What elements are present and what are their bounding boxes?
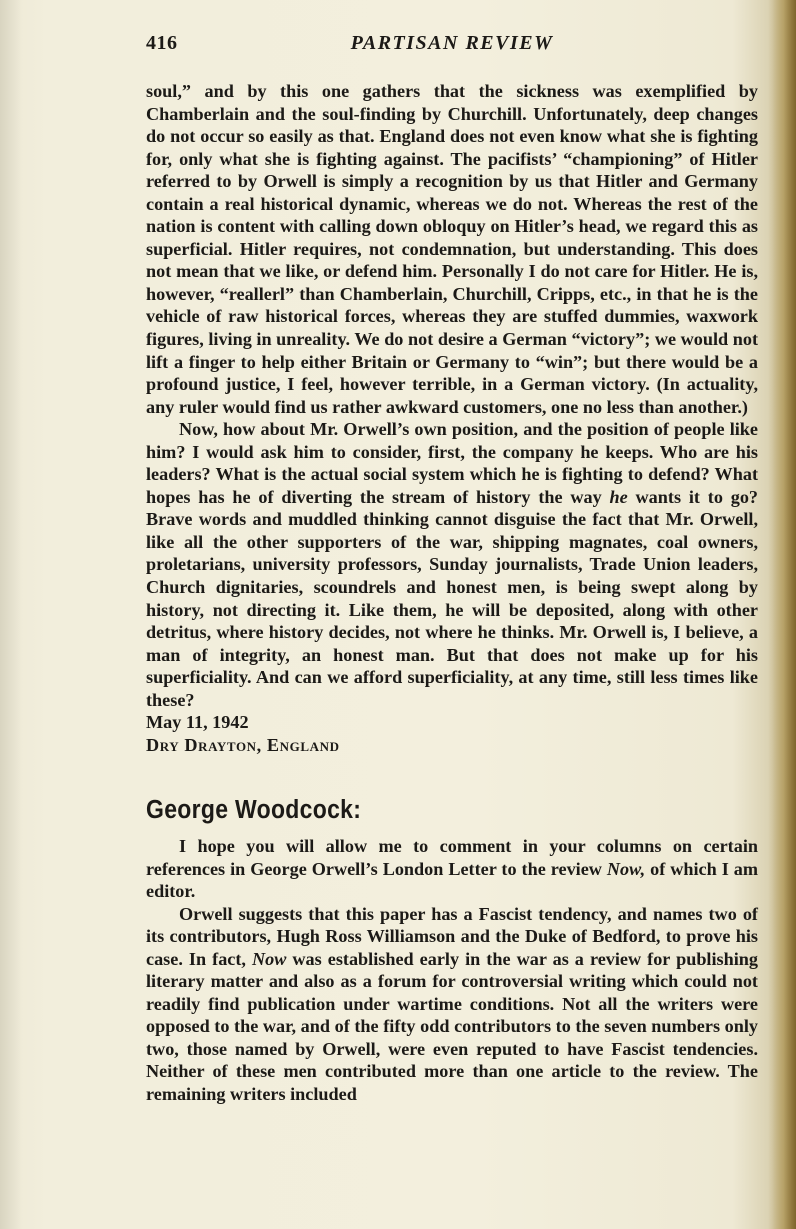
- page-number: 416: [146, 32, 178, 54]
- running-title: PARTISAN REVIEW: [350, 32, 554, 54]
- letter-two-paragraph-2-end: was established early in the war as a review for publishing literary matter and also as a forum for controversial writing which could not readily find publication under wartime conditions. Not all the writers were opposed to the war, and of the fifty odd contributors to the seven numbers only two, those named by Orwell, were even reputed to have Fascist tendencies. Neither of these men contributed more than one article to the review. The remaining writers included: [146, 948, 758, 1104]
- section-heading: George Woodcock:: [146, 794, 362, 824]
- letter-two-paragraph-2-text: Orwell suggests that this paper has a Fascist tendency, and names two of its contributors, Hugh Ross Williamson and the Duke of Bedford, to prove his case. In fact,: [146, 903, 758, 969]
- page-gutter-shadow: [768, 0, 796, 1229]
- running-head: [146, 32, 758, 62]
- letter-two-paragraph-1: [146, 835, 758, 903]
- letter-two-paragraph-2: [146, 903, 758, 1106]
- letter-two-paragraph-1-text: I hope you will allow me to comment in your columns on certain references in George Orwell’s London Letter to the review: [146, 835, 758, 879]
- letter-one-paragraph-1: soul,” and by this one gathers that the sickness was exemplified by Chamberlain and the soul-finding by Churchill. Unfortunately, deep changes do not occur so easily as that. England does not even know what she is fighting for, only what she is fighting against. The pacifists’ “championing” of Hitler referred to by Orwell is simply a recognition by us that Hitler and Germany contain a real historical dynamic, whereas we do not. Whereas the rest of the nation is content with calling down obloquy on Hitler’s head, we regard this as superficial. Hitler requires, not condemnation, but understanding. This does not mean that we like, or defend him. Personally I do not care for Hitler. He is, however, “reallerl” than Chamberlain, Churchill, Cripps, etc., in that he is the vehicle of raw historical forces, whereas they are stuffed dummies, waxwork figures, living in unreality. We do not desire a German “victory”; we would not lift a finger to help either Britain or Germany to “win”; but there would be a profound justice, I feel, however terrible, in a German victory. (In actuality, any ruler would find us rather awkward customers, one no less than another.): [146, 81, 758, 417]
- letter-one-paragraph-2-text: Now, how about Mr. Orwell’s own position, and the position of people like him? I would ask him to consider, first, the company he keeps. Who are his leaders? What is the actual social system which he is fighting to defend? What hopes has he of diverting the stream of history the way: [146, 419, 758, 507]
- page-left-shade: [0, 0, 22, 1229]
- letter-date: May 11, 1942: [146, 712, 249, 733]
- body-text: [146, 80, 758, 1106]
- italic-emphasis: he: [609, 486, 628, 507]
- letter-one-paragraph-2: [146, 418, 758, 711]
- letter-one-paragraph-2-continued: wants it to go? Brave words and muddled thinking cannot disguise the fact that Mr. Orwell, like all the other supporters of the war, shipping magnates, coal owners, proletarians, university professors, Sunday journalists, Trade Union leaders, Church dignitaries, scoundrels and honest men, is being swept along by history, not directing it. Like them, he will be deposited, along with other detritus, where history decides, not where he thinks. Mr. Orwell is, I believe, a man of integrity, an honest man. But that does not make up for his superficiality. And can we afford superficiality, at any time, still less times like these?: [146, 486, 759, 710]
- letter-two-paragraph-1-end: of which I am editor.: [146, 858, 759, 902]
- review-title-italic: Now,: [606, 858, 646, 879]
- letter-place: Dry Drayton, England: [146, 734, 340, 755]
- review-title-italic-2: Now: [252, 948, 287, 969]
